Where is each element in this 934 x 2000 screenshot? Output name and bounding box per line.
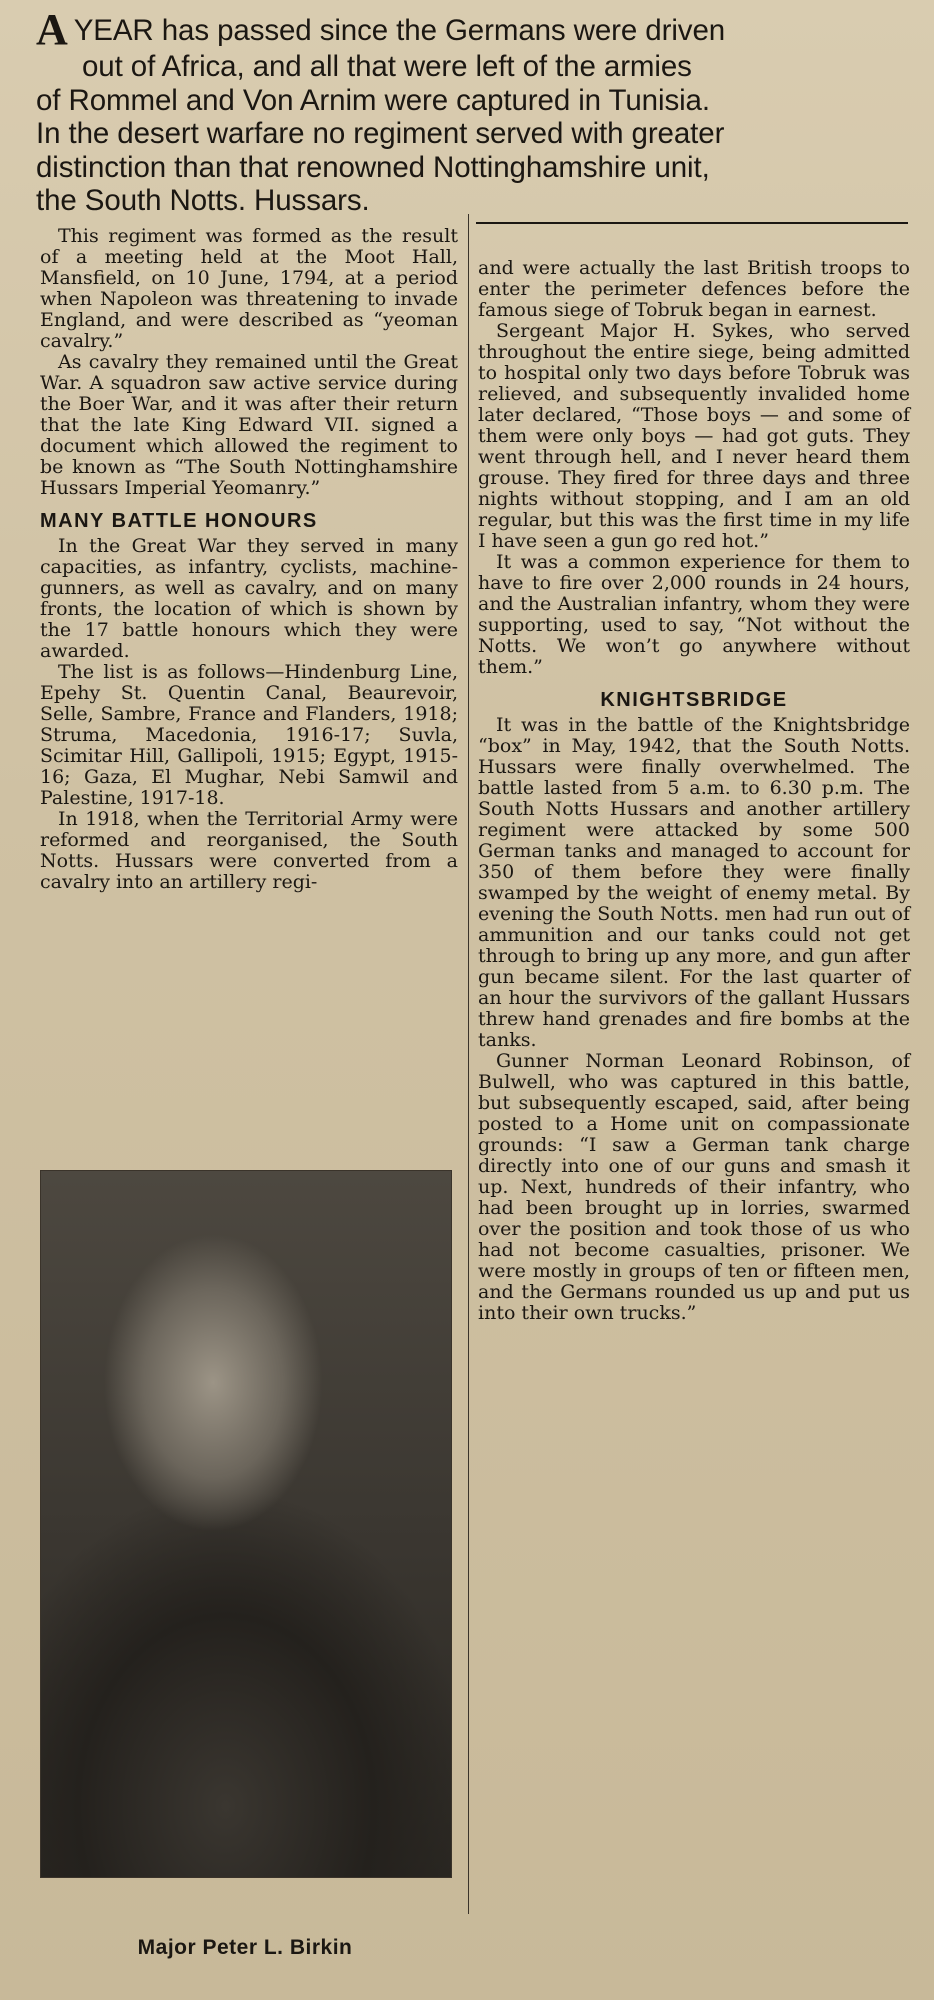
- right-column: [478, 258, 910, 1324]
- right-paragraph-1: and were actually the last British troops to enter the perimeter defences before the famous siege of Tobruk began in earnest.: [478, 257, 910, 321]
- right-paragraph-4: It was in the battle of the Knightsbridge “box” in May, 1942, that the South Notts. Hussars were finally overwhelmed. The battle lasted from 5 a.m. to 6.30 p.m. The South Notts Hussars and another artillery regiment were attacked by some 500 German tanks and managed to account for 350 of them before they were finally swamped by the weight of enemy metal. By evening the South Notts. men had run out of ammunition and our tanks could not get through to bring up any more, and gun after gun became silent. For the last quarter of an hour the survivors of the gallant Hussars threw hand grenades and fire bombs at the tanks.: [478, 714, 910, 1051]
- headline-text-1: YEAR has passed since the Germans were driven: [73, 14, 726, 47]
- subhead-battle-honours: MANY BATTLE HONOURS: [40, 510, 318, 532]
- right-paragraph-2: Sergeant Major H. Sykes, who served throughout the entire siege, being admitted to hospital only two days before Tobruk was relieved, and subsequently invalided home later declared, “Those boys — and some of them were only boys — had got guts. They went through hell, and I never heard them grouse. They fired for three days and three nights without stopping, and I am an old regular, but this was the first time in my life I have seen a gun go red hot.”: [478, 320, 910, 552]
- drop-cap: A: [36, 5, 68, 54]
- left-paragraph-3: In the Great War they served in many capacities, as infantry, cyclists, machine-gunners, as well as cavalry, and on many fronts, the location of which is shown by the 17 battle honours which they were awarded.: [40, 535, 458, 662]
- left-paragraph-1: This regiment was formed as the result of a meeting held at the Moot Hall, Mansfield, on 10 June, 1794, at a period when Napoleon was threatening to invade England, and were described as “yeoman cavalry.”: [40, 225, 458, 352]
- right-paragraph-5: Gunner Norman Leonard Robinson, of Bulwell, who was captured in this battle, but subsequently escaped, said, after being posted to a Home unit on compassionate grounds: “I saw a German tank charge directly into one of our guns and smash it up. Next, hundreds of their infantry, who had been brought up in lorries, swarmed over the position and took those of us who had not become casualties, prisoner. We were mostly in groups of ten or fifteen men, and the Germans rounded us up and put us into their own trucks.”: [478, 1050, 910, 1324]
- subhead-knightsbridge: KNIGHTSBRIDGE: [600, 689, 788, 711]
- headline-line-3: of Rommel and Von Arnim were captured in Tunisia.: [36, 83, 710, 117]
- portrait-photo: [40, 1170, 452, 1878]
- column-divider: [468, 214, 469, 1914]
- left-paragraph-4: The list is as follows—Hindenburg Line, Epehy St. Quentin Canal, Beaurevoir, Selle, Sambre, France and Flanders, 1918; Struma, Macedonia, 1916-17; Suvla, Scimitar Hill, Gallipoli, 1915; Egypt, 1915-16; Gaza, El Mughar, Nebi Samwil and Palestine, 1917-18.: [40, 661, 458, 809]
- article-headline: [36, 5, 906, 218]
- left-paragraph-5: In 1918, when the Territorial Army were reformed and reorganised, the South Notts. Hussars were converted from a cavalry into an artillery regi-: [40, 808, 458, 893]
- left-column: [40, 226, 458, 893]
- headline-line-2: out of Africa, and all that were left of the armies: [82, 50, 692, 83]
- headline-line-5: distinction than that renowned Nottinghamshire unit,: [36, 150, 710, 184]
- headline-line-6: the South Notts. Hussars.: [36, 184, 370, 217]
- column-top-rule: [476, 222, 908, 224]
- right-paragraph-3: It was a common experience for them to have to fire over 2,000 rounds in 24 hours, and the Australian infantry, whom they were supporting, used to say, “Not without the Notts. We won’t go anywhere without them.”: [478, 551, 910, 678]
- left-paragraph-2: As cavalry they remained until the Great War. A squadron saw active service during the Boer War, and it was after their return that the late King Edward VII. signed a document which allowed the regiment to be known as “The South Nottinghamshire Hussars Imperial Yeomanry.”: [40, 351, 458, 499]
- photo-caption: Major Peter L. Birkin: [137, 1936, 353, 1959]
- headline-line-4: In the desert warfare no regiment served with greater: [36, 117, 725, 150]
- headline-line-1: [36, 5, 906, 54]
